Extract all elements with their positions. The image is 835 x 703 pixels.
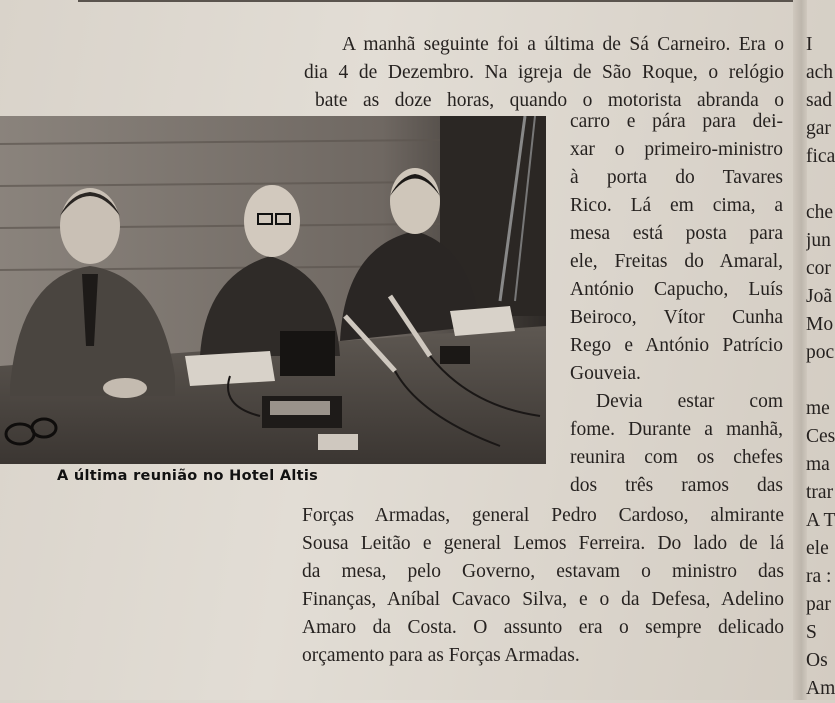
- fragment-line: par: [806, 594, 831, 615]
- fragment-line: ma: [806, 454, 830, 475]
- fragment-line: I: [806, 34, 813, 55]
- text-line: dos três ramos das: [570, 475, 783, 496]
- text-line: Finanças, Aníbal Cavaco Silva, e o da Defesa, Adelino: [302, 589, 784, 610]
- text-line: carro e pára para dei-: [570, 111, 783, 132]
- text-line: António Capucho, Luís: [570, 279, 783, 300]
- text-line: bate as doze horas, quando o motorista abranda o: [315, 90, 784, 111]
- fragment-line: gar: [806, 118, 831, 139]
- fragment-line: [806, 171, 835, 199]
- text-line: reunira com os chefes: [570, 447, 783, 468]
- fragment-line: jun: [806, 230, 831, 251]
- next-page-column: [806, 31, 835, 703]
- text-line: Sousa Leitão e general Lemos Ferreira. Do lado de lá: [302, 533, 784, 554]
- page-gutter: [793, 0, 807, 700]
- text-line: fome. Durante a manhã,: [570, 419, 783, 440]
- fragment-line: sad: [806, 90, 832, 111]
- text-line: da mesa, pelo Governo, estavam o ministro das: [302, 561, 784, 582]
- text-line: dia 4 de Dezembro. Na igreja de São Roque, o relógio: [304, 62, 784, 83]
- text-line: Rico. Lá em cima, a: [570, 195, 783, 216]
- fragment-line: Joã: [806, 286, 832, 307]
- text-line: ele, Freitas do Amaral,: [570, 251, 783, 272]
- fragment-line: Am: [806, 678, 835, 699]
- text-line: mesa está posta para: [570, 223, 783, 244]
- text-line: Amaro da Costa. O assunto era o sempre delicado: [302, 617, 784, 638]
- press-conference-photo: [0, 116, 546, 464]
- photo-caption: A última reunião no Hotel Altis: [57, 468, 319, 484]
- fragment-line: Ces: [806, 426, 835, 447]
- fragment-line: ach: [806, 62, 834, 83]
- text-line: orçamento para as Forças Armadas.: [302, 645, 580, 666]
- text-line: A manhã seguinte foi a última de Sá Carneiro. Era o: [342, 34, 784, 55]
- fragment-line: me: [806, 398, 830, 419]
- article-bottom-block: [302, 502, 784, 670]
- text-line: xar o primeiro-ministro: [570, 139, 783, 160]
- fragment-line: Mo: [806, 314, 834, 335]
- text-line: Gouveia.: [570, 363, 641, 384]
- fragment-line: che: [806, 202, 834, 223]
- fragment-line: S: [806, 622, 817, 643]
- fragment-line: A T: [806, 510, 835, 531]
- text-line: Beiroco, Vítor Cunha: [570, 307, 783, 328]
- text-line: Rego e António Patrício: [570, 335, 783, 356]
- fragment-line: fica: [806, 146, 835, 167]
- fragment-line: [806, 367, 835, 395]
- top-rule: [78, 0, 793, 2]
- text-line: à porta do Tavares: [570, 167, 783, 188]
- fragment-line: cor: [806, 258, 831, 279]
- article-side-block: [570, 108, 783, 500]
- fragment-line: poc: [806, 342, 835, 363]
- fragment-line: ra :: [806, 566, 832, 587]
- fragment-line: trar: [806, 482, 834, 503]
- text-line: Devia estar com: [596, 391, 783, 412]
- photo-illustration: [0, 116, 546, 464]
- fragment-line: ele: [806, 538, 829, 559]
- article-top-block: [304, 31, 784, 115]
- text-line: Forças Armadas, general Pedro Cardoso, almirante: [302, 505, 784, 526]
- fragment-line: Os: [806, 650, 828, 671]
